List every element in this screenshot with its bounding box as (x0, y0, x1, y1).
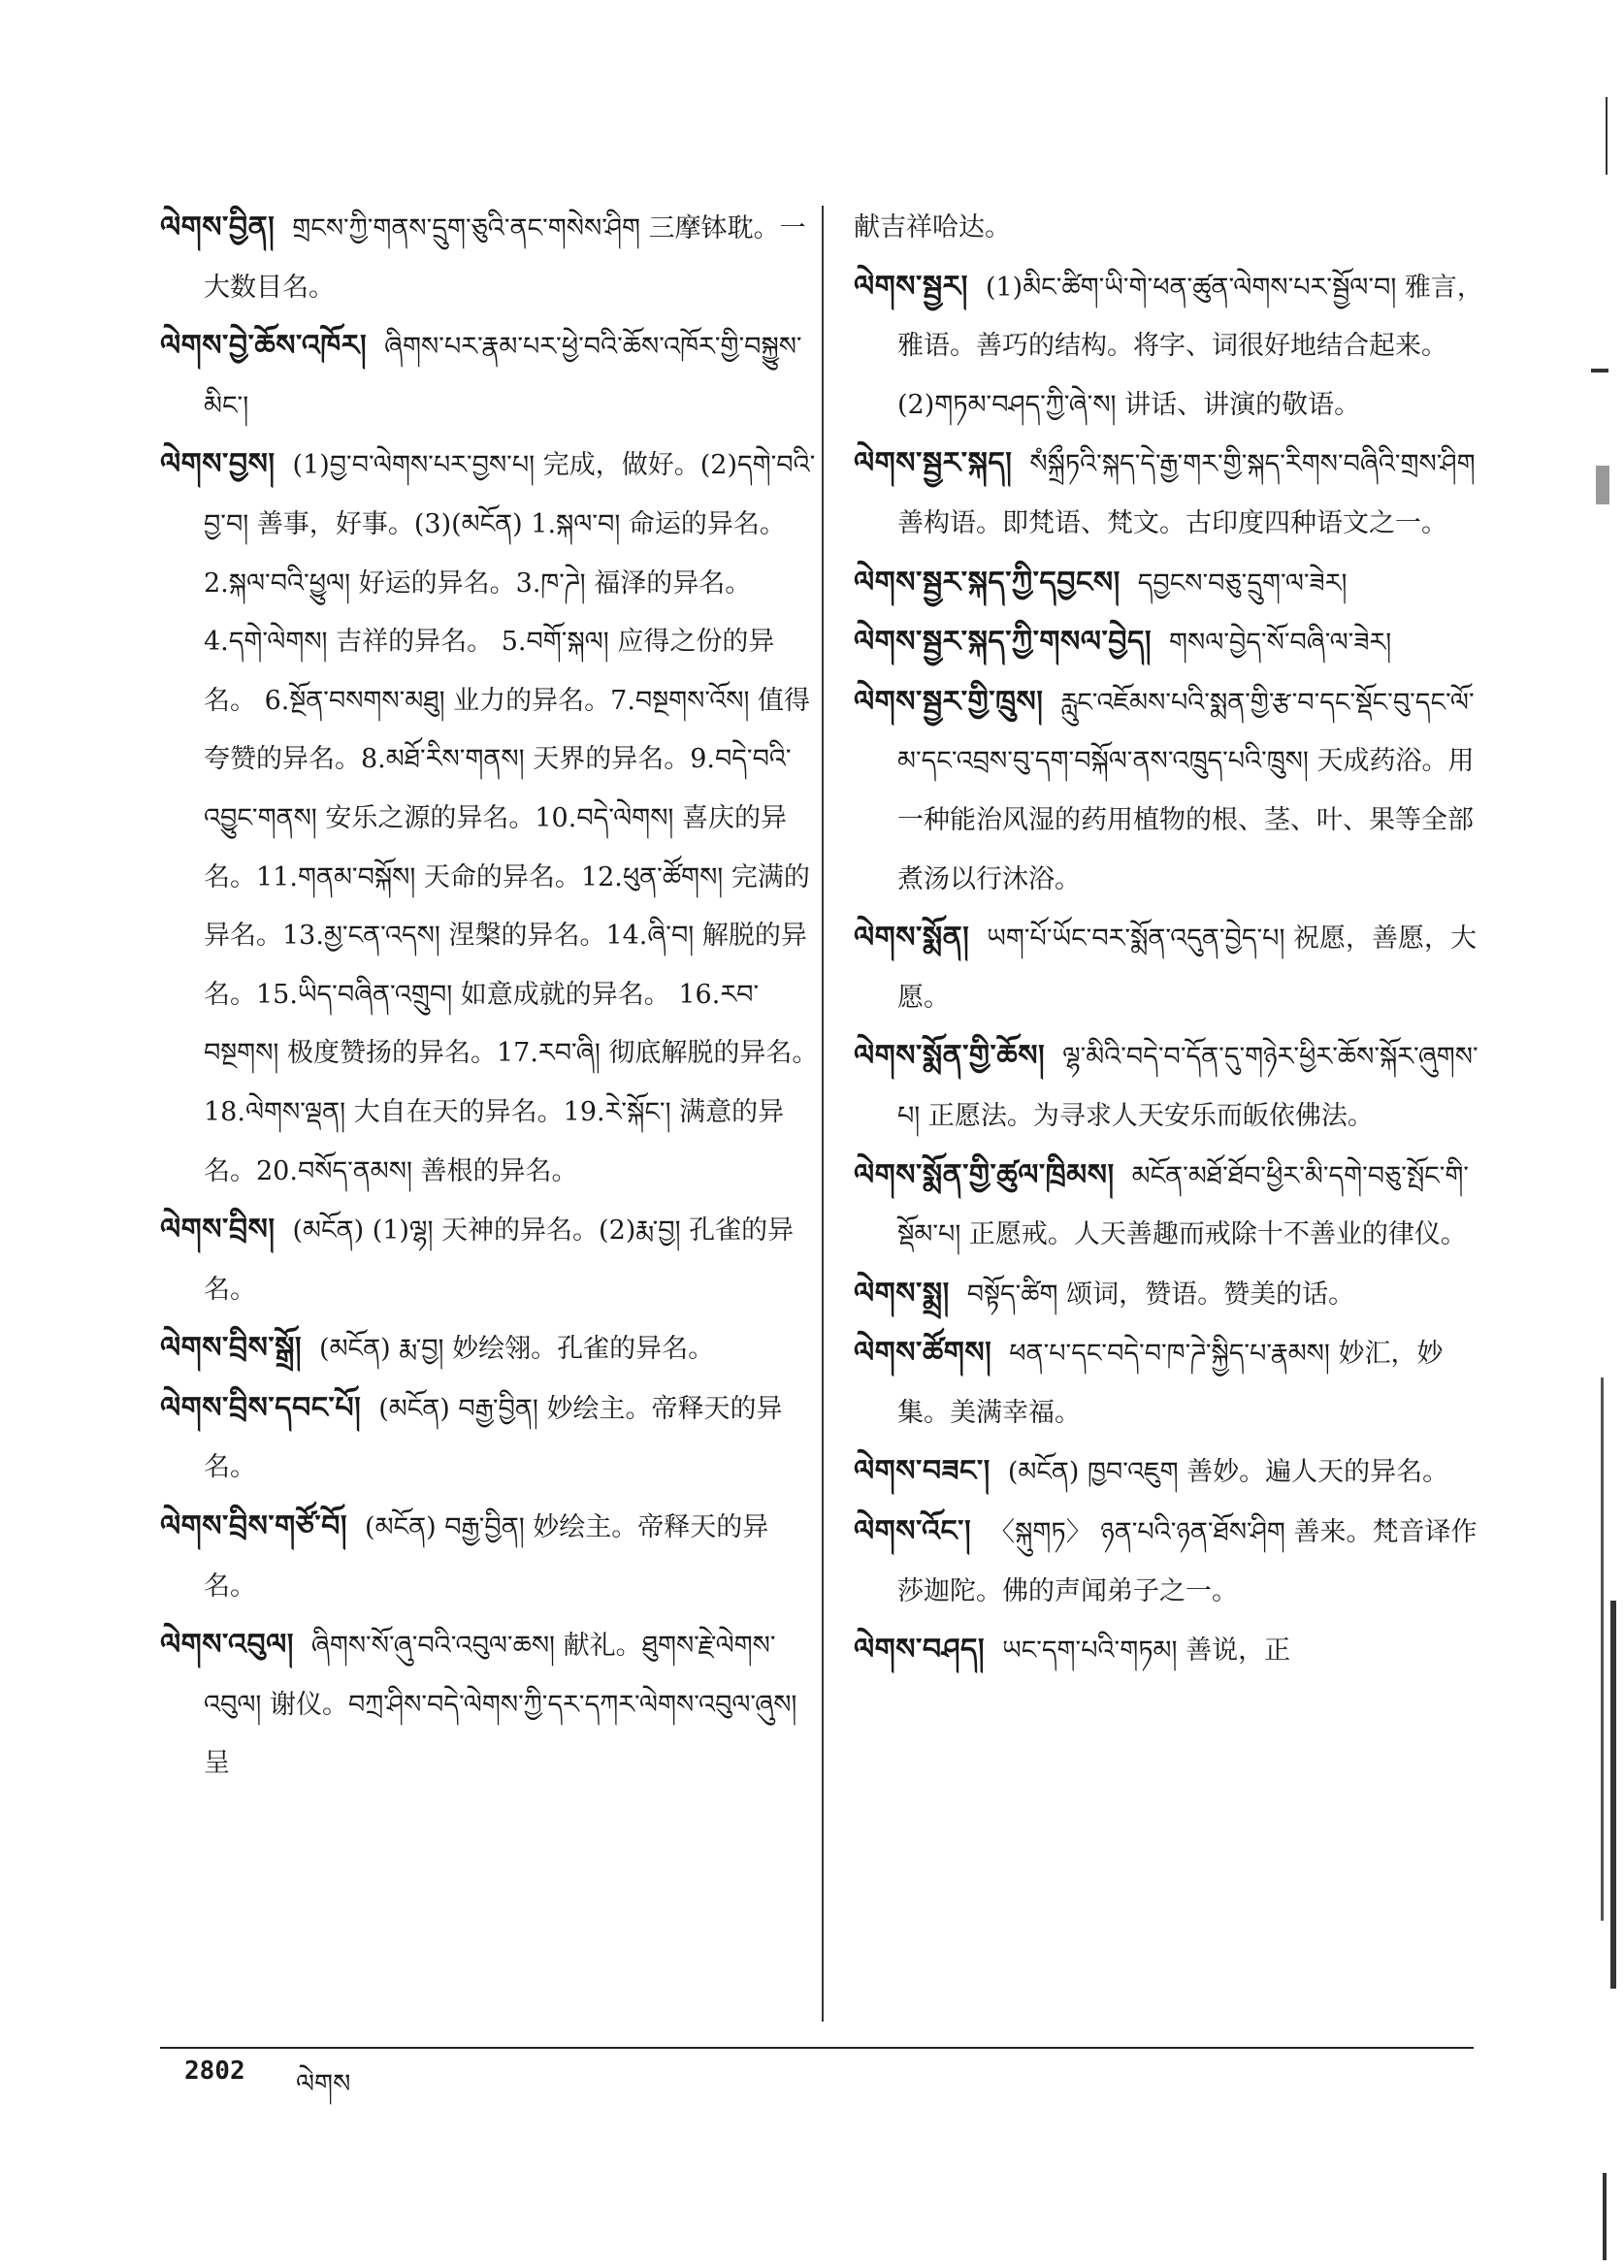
entry (160, 1319, 820, 1379)
entry-definition: ལྷ་མིའི་བདེ་བ་དོན་དུ་གཉེར་ཕྱིར་ཆོས་སྐོར་ཞུགས་པ། 正愿法。为寻求人天安乐而皈依佛法。 (897, 1042, 1478, 1131)
entry-headword: ལེགས་སྦྱར་གྱི་ཁྲུས། (854, 684, 1044, 719)
page-number: 2802 (184, 2057, 245, 2086)
scan-edge-mark (1610, 1601, 1616, 1989)
entry-definition: (མངོན) ཁྱབ་འཇུག 善妙。遍人天的异名。 (1007, 1457, 1449, 1488)
entry (854, 435, 1494, 553)
entry-definition: (1)བྱ་བ་ལེགས་པར་བྱས་པ། 完成，做好。(2)དགེ་བའི་བྱ་བ། 善事，好事。(3)(མངོན) 1.སྐལ་བ། 命运的异名。2.སྐལ་བའི་ཕྱུལ། 好运的异名。3.ཁ་ཌེ། 福泽的异名。 4.དགེ་ལེགས། 吉祥的异名。 5.བགོ་སྐལ། 应得之份的异名。 6.སྔོན་བསགས་མཐུ། 业力的异名。7.བསྔགས་འོས། 值得夸赞的异名。8.མཐོ་རིས་གནས། 天界的异名。9.བདེ་བའི་འབྱུང་གནས། 安乐之源的异名。10.བདེ་ལེགས། 喜庆的异名。11.གནམ་བསྐོས། 天命的异名。12.ཕུན་ཚོགས། 完满的异名。13.མྱ་ངན་འདས། 涅槃的异名。14.ཞི་བ། 解脱的异名。15.ཡིད་བཞིན་འགྲུབ། 如意成就的异名。 16.རབ་བསྔགས། 极度赞扬的异名。17.རབ་ཞི། 彻底解脱的异名。 18.ལེགས་ལྡན། 大自在天的异名。19.རེ་སྐོང་། 满意的异名。20.བསོད་ནམས། 善根的异名。 (204, 450, 819, 1186)
entry (854, 1324, 1494, 1442)
entry (854, 258, 1494, 436)
entry-headword: ལེགས་བྱས། (160, 447, 276, 482)
entry (854, 1027, 1494, 1146)
entry-definition: བསྟོད་ཚིག 颂词，赞语。赞美的话。 (966, 1279, 1355, 1310)
entry (854, 1265, 1494, 1325)
entry-headword: ལེགས་སྦྱར་སྐད་ཀྱི་དབྱངས། (854, 565, 1121, 599)
scan-edge-mark (1601, 1377, 1604, 1921)
entry-definition: སཾསྐྲྀཏའི་སྐད་དེ་རྒྱ་གར་གྱི་སྐད་རིགས་བཞིའི་གྲས་ཤིག 善构语。即梵语、梵文。古印度四种语文之一。 (897, 449, 1476, 538)
entry-definition: མངོན་མཐོ་ཐོབ་ཕྱིར་མི་དགེ་བཅུ་སྤོང་གི་སྡོམ་པ། 正愿戒。人天善趣而戒除十不善业的律仪。 (897, 1160, 1470, 1250)
entry-headword: ལེགས་སྨོན། (854, 921, 970, 956)
entry-definition: ཞིགས་པར་རྣམ་པར་ཕྱེ་བའི་ཆོས་འཁོར་གྱི་བསྐྱུས་མིང་། (204, 332, 802, 421)
entry-definition: རླུང་འཇོམས་པའི་སྨན་གྱི་རྩ་བ་དང་སྡོང་བུ་དང་ལོ་མ་དང་འབྲས་བུ་དག་བསྐོལ་ནས་འཁྲུད་པའི་ཁྲུས། 天成药浴。用一种能治风湿的药用植物的根、茎、叶、果等全部煮汤以行沐浴。 (897, 687, 1475, 894)
entry-definition: (1)མིང་ཚིག་ཡི་གེ་ཕན་ཚུན་ལེགས་པར་སྦྱོལ་བ། 雅言，雅语。善巧的结构。将字、词很好地结合起来。(2)གཏམ་བཤད་ཀྱི་ཞེ་ས། 讲话、讲演的敬语。 (897, 272, 1483, 420)
entry-headword: ལེགས་སྨྲ། (854, 1276, 950, 1311)
entry (854, 1621, 1494, 1681)
entry (160, 1616, 820, 1794)
entry-definition: (མངོན) (1)ལྷ། 天神的异名。(2)རྨ་བྱ། 孔雀的异名。 (204, 1215, 795, 1305)
entry-headword: ལེགས་སྨོན་གྱི་ཚུལ་ཁྲིམས། (854, 1157, 1115, 1192)
entry (160, 1379, 820, 1498)
entry-definition: (མངོན) བརྒྱ་བྱིན། 妙绘主。帝释天的异名。 (204, 1512, 769, 1602)
column-divider (822, 206, 824, 2022)
entry-headword: ལེགས་བཟང་། (854, 1454, 991, 1489)
entry-headword: ལེགས་སྨོན་གྱི་ཆོས། (854, 1039, 1046, 1074)
scan-edge-mark (1603, 2173, 1607, 2260)
scan-edge-mark (1591, 369, 1608, 373)
entry-headword: ལེགས་བྲིས་གཙོ་བོ། (160, 1509, 348, 1544)
entry (854, 909, 1494, 1027)
entry-definition: ཞིགས་སོ་ཞུ་བའི་འབུལ་ཆས། 献礼。ཐུགས་རྗེ་ལེགས་འབུལ། 谢仪。བཀྲ་ཤིས་བདེ་ལེགས་ཀྱི་དར་དཀར་ལེགས་འབུལ་ཞུས། 呈 (204, 1631, 797, 1779)
entry (854, 613, 1494, 673)
entry-definition: ཡག་པོ་ཡོང་བར་སྨོན་འདུན་བྱེད་པ། 祝愿，善愿，大愿。 (897, 923, 1478, 1013)
scan-edge-mark (1596, 466, 1609, 504)
entry (160, 1498, 820, 1616)
entry-definition: (མངོན) རྨ་བྱ། 妙绘翎。孔雀的异名。 (319, 1334, 715, 1365)
entry-headword: ལེགས་བྲིས། (160, 1213, 276, 1247)
left-column (160, 199, 820, 1794)
entry-definition: གྲངས་ཀྱི་གནས་དྲུག་ཅུའི་ནང་གསེས་ཤིག 三摩钵耽。一大数目名。 (204, 213, 806, 303)
entry (160, 1201, 820, 1319)
entry-definition: ཡང་དག་པའི་གཏམ། 善说，正 (1002, 1636, 1291, 1667)
entry-definition: གསལ་བྱེད་སོ་བཞི་ལ་ཟེར། (1169, 628, 1392, 659)
entry (160, 199, 820, 317)
entry-headword: ལེགས་འོང་། (854, 1514, 972, 1549)
entry (160, 317, 820, 436)
entry (854, 673, 1494, 909)
entry-definition: (མངོན) བརྒྱ་བྱིན། 妙绘主。帝释天的异名。 (204, 1393, 783, 1483)
entry-headword: ལེགས་བཤད། (854, 1633, 986, 1668)
entry (854, 1442, 1494, 1503)
entry-headword: ལེགས་བྲིས་དབང་པོ། (160, 1390, 362, 1425)
footer-rule (160, 2047, 1474, 2049)
entry (854, 1503, 1494, 1621)
entry-definition: 献吉祥哈达。 (854, 212, 1011, 243)
entry-definition: དབྱངས་བཅུ་དྲུག་ལ་ཟེར། (1137, 567, 1348, 599)
entry-definition: ཕན་པ་དང་བདེ་བ་ཁ་ཌེ་སྐྱིད་པ་རྣམས། 妙汇，妙集。美满幸福。 (897, 1339, 1444, 1428)
right-column (854, 199, 1494, 1681)
entry-headword: ལེགས་སྦྱར་སྐད་ཀྱི་གསལ་བྱེད། (854, 625, 1153, 660)
entry-headword: ལེགས་ཚོགས། (854, 1336, 992, 1371)
entry-headword: ལེགས་སྦྱར། (854, 269, 968, 304)
running-head: ལེགས (296, 2069, 351, 2099)
entry-definition: 〈སྐུགཏ〉 ཉན་པའི་ཉན་ཐོས་ཤིག 善来。梵音译作莎迦陀。佛的声闻弟子之一。 (897, 1517, 1478, 1606)
entry-headword: ལེགས་སྦྱར་སྐད། (854, 446, 1013, 481)
entry (160, 436, 820, 1201)
entry (854, 554, 1494, 614)
entry-headword: ལེགས་བྱེ་ཆོས་འཁོར། (160, 329, 368, 364)
entry-headword: ལེགས་བྱིན། (160, 211, 276, 244)
scan-edge-mark (1606, 97, 1608, 175)
entry-headword: ལེགས་འབུལ། (160, 1628, 294, 1663)
entry-headword: ལེགས་བྲིས་སྒྲོ། (160, 1331, 303, 1366)
entry (854, 1147, 1494, 1265)
entry-continuation (854, 199, 1494, 258)
